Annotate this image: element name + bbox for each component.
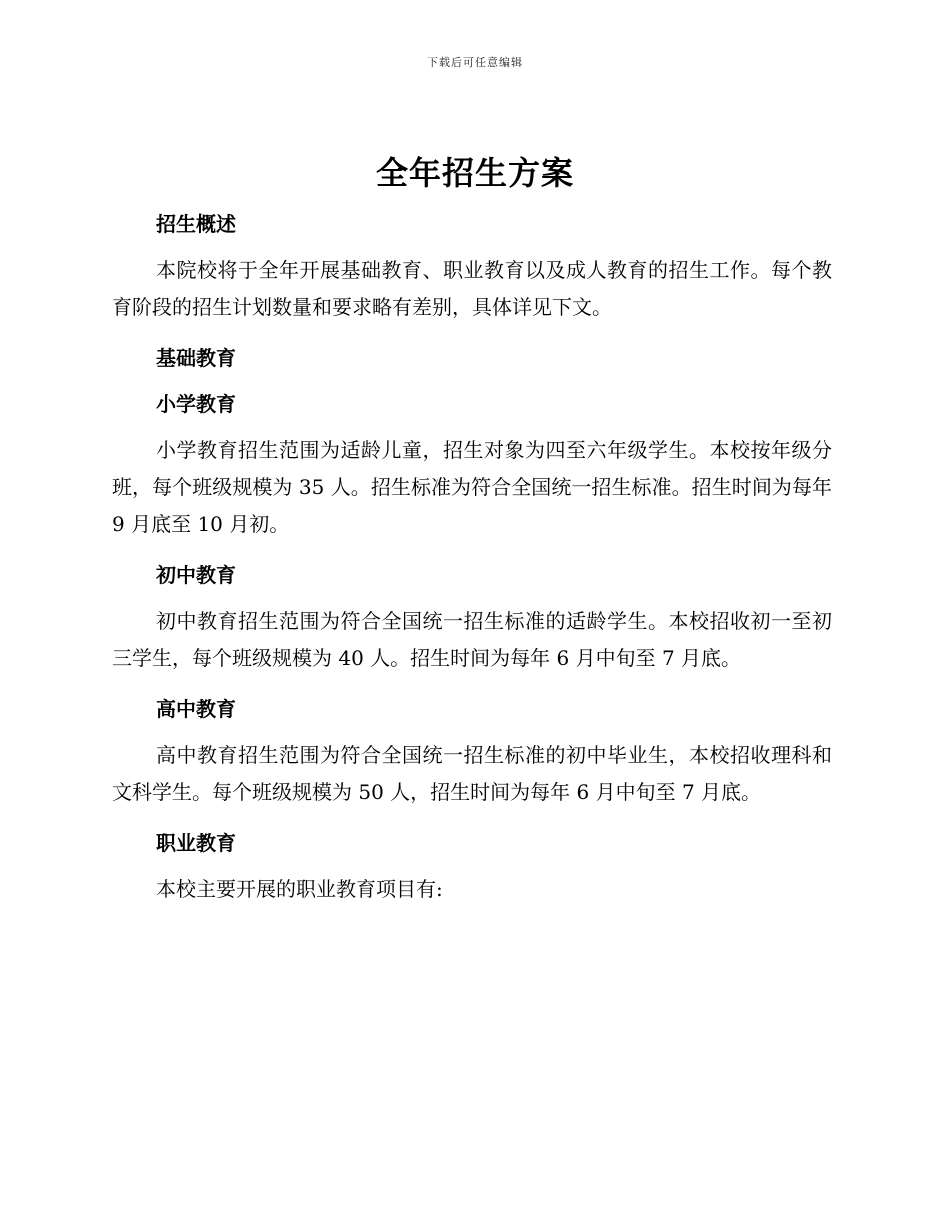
section-heading-basic-education: 基础教育: [156, 346, 236, 370]
document-body: [112, 200, 832, 922]
header-note: 下载后可任意编辑: [427, 56, 523, 69]
page-title: 全年招生方案: [375, 154, 574, 192]
section-text-primary: 小学教育招生范围为适龄儿童，招生对象为四至六年级学生。本校按年级分班，每个班级规模为 35 人。招生标准为符合全国统一招生标准。招生时间为每年 9 月底至 10 月初。: [112, 438, 832, 536]
section-heading-vocational: 职业教育: [156, 831, 236, 855]
section-heading-senior: 高中教育: [156, 697, 236, 721]
section-text-vocational: 本校主要开展的职业教育项目有:: [156, 877, 443, 901]
section-text-senior: 高中教育招生范围为符合全国统一招生标准的初中毕业生，本校招收理科和文科学生。每个班级规模为 50 人，招生时间为每年 6 月中旬至 7 月底。: [112, 743, 832, 804]
section-text-junior: 初中教育招生范围为符合全国统一招生标准的适龄学生。本校招收初一至初三学生，每个班级规模为 40 人。招生时间为每年 6 月中旬至 7 月底。: [112, 609, 832, 670]
section-heading-junior: 初中教育: [156, 563, 236, 587]
section-text-overview: 本院校将于全年开展基础教育、职业教育以及成人教育的招生工作。每个教育阶段的招生计划数量和要求略有差别，具体详见下文。: [112, 258, 832, 319]
section-heading-overview: 招生概述: [156, 212, 236, 236]
section-heading-primary: 小学教育: [156, 392, 236, 416]
